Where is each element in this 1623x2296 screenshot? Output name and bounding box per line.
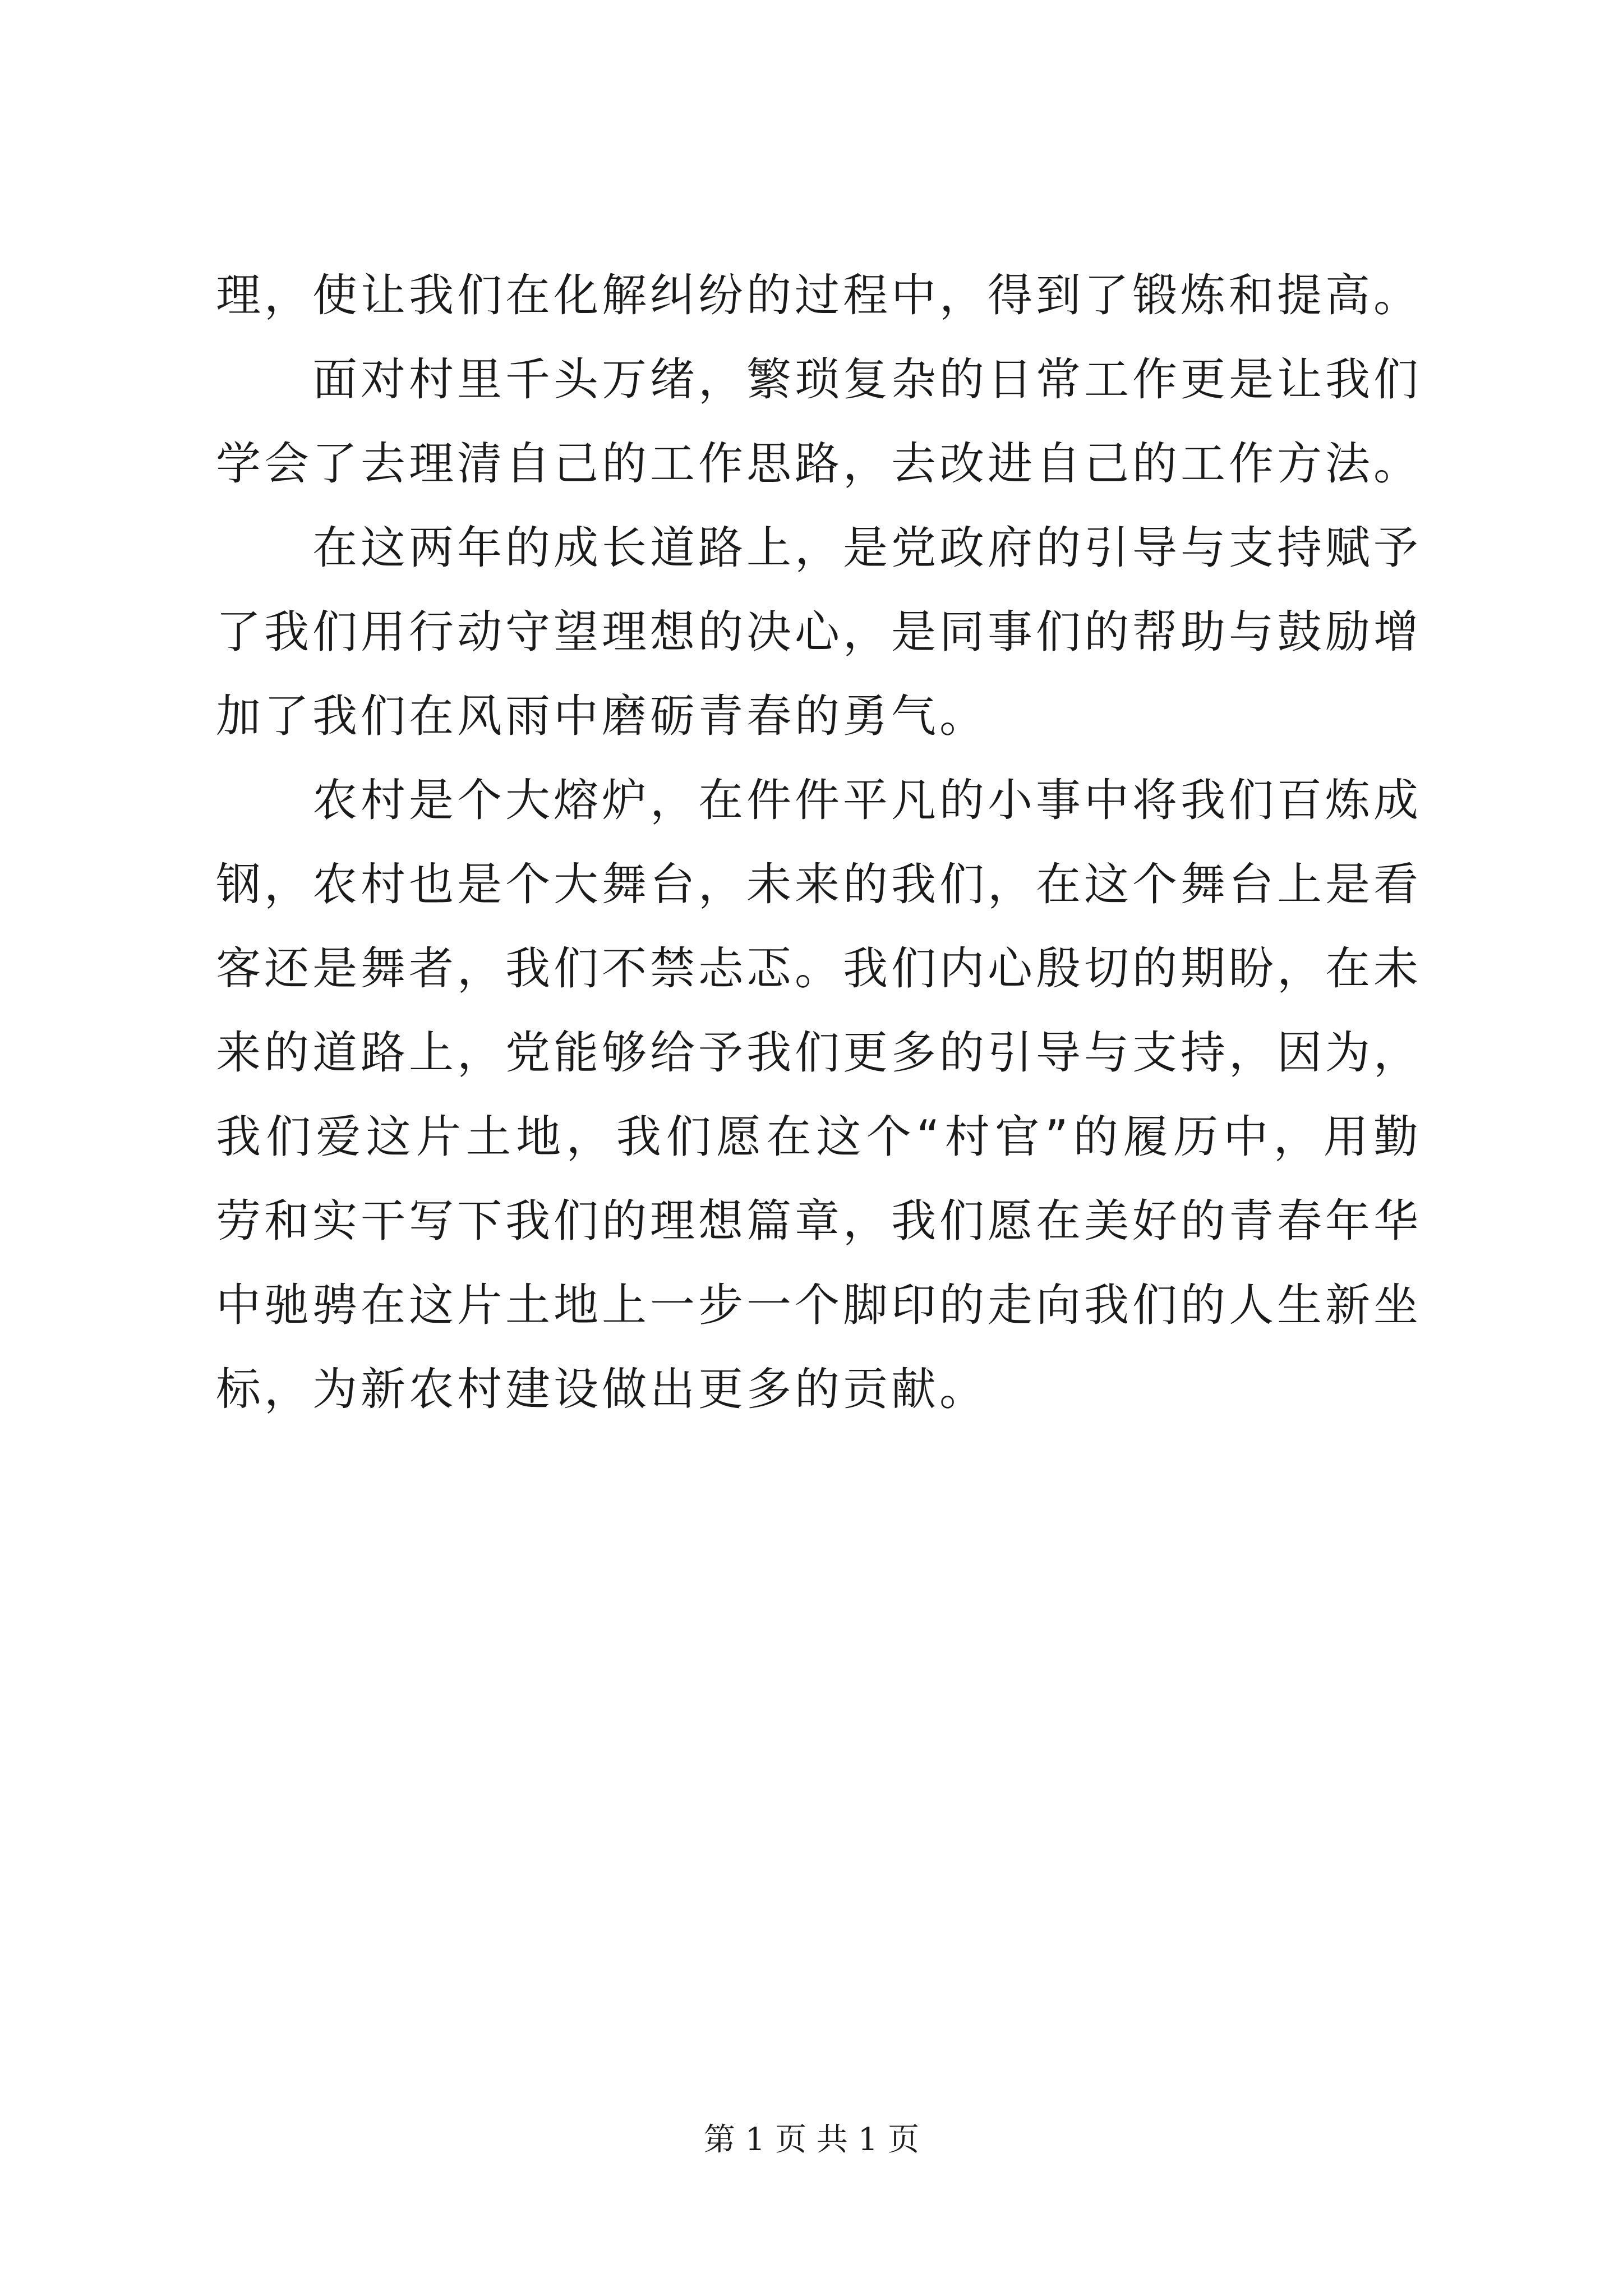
paragraph-4: 农村是个大熔炉，在件件平凡的小事中将我们百炼成钢，农村也是个大舞台，未来的我们，在这个舞台上是看客还是舞者，我们不禁忐忑。我们内心殷切的期盼，在未来的道路上，党能够给予我们更多的引导与支持，因为，我们爱这片土地，我们愿在这个“村官”的履历中，用勤劳和实干写下我们的理想篇章，我们愿在美好的青春年华中驰骋在这片土地上一步一个脚印的走向我们的人生新坐标，为新农村建设做出更多的贡献。 [216,774,1422,1415]
paragraph-3: 在这两年的成长道路上，是党政府的引导与支持赋予了我们用行动守望理想的决心，是同事们的帮助与鼓励增加了我们在风雨中磨砺青春的勇气。 [216,522,1422,742]
paragraph-1: 理，使让我们在化解纠纷的过程中，得到了锻炼和提高。 [216,269,1422,321]
paragraph-2: 面对村里千头万绪，繁琐复杂的日常工作更是让我们学会了去理清自己的工作思路，去改进自己的工作方法。 [216,353,1422,490]
document-body [216,254,1422,1432]
page-number-label: 第 1 页 共 1 页 [703,2122,920,2158]
page-footer [0,2115,1623,2160]
